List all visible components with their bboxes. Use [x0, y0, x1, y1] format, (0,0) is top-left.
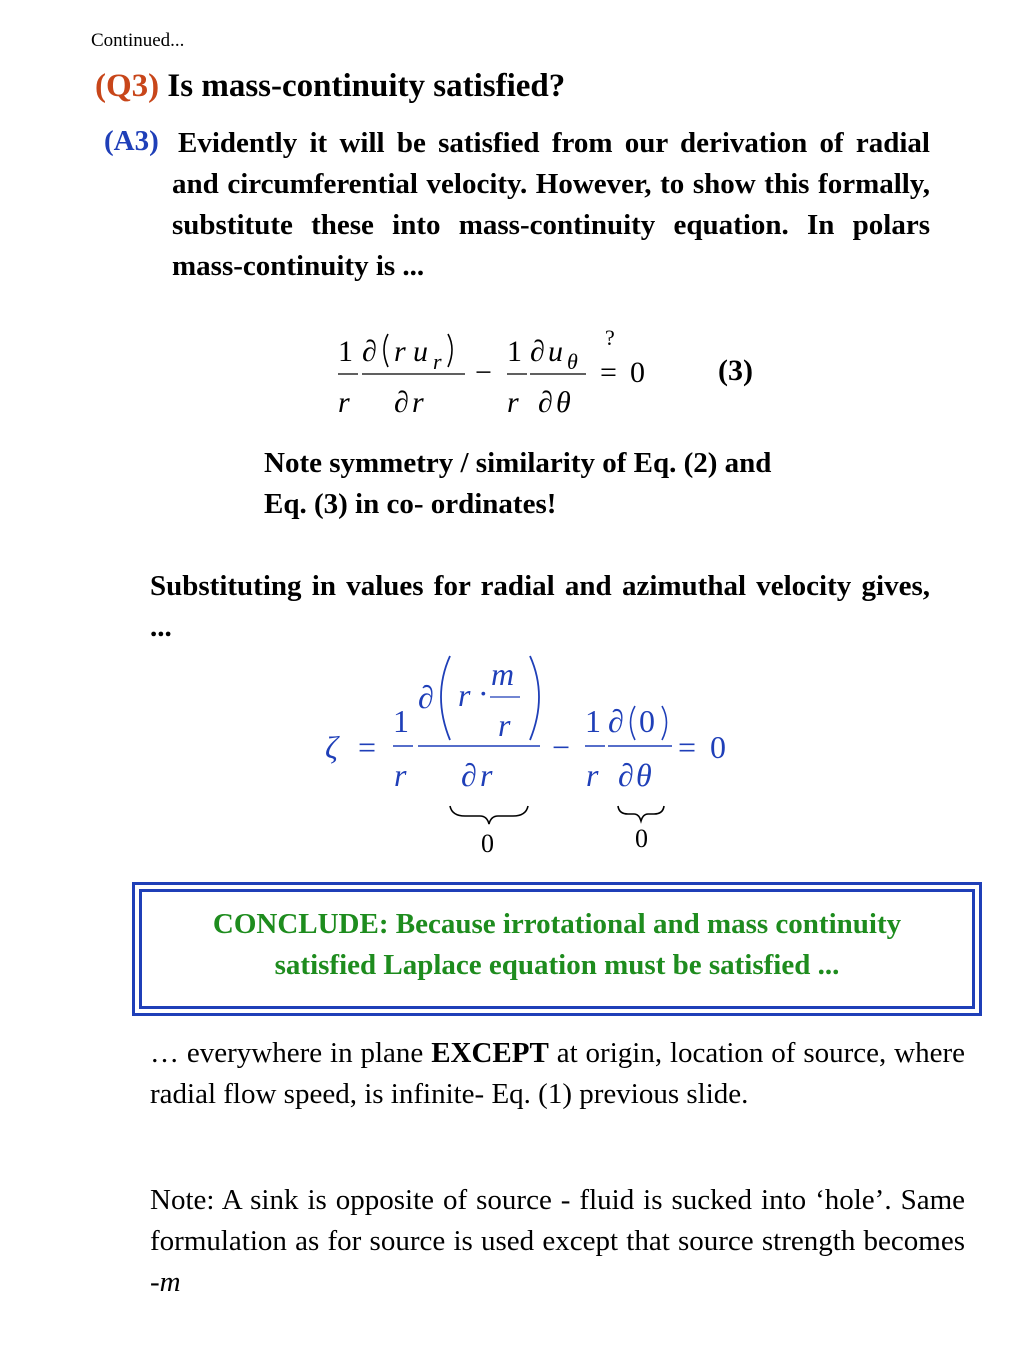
eq3-partial-3: ∂: [530, 335, 545, 368]
sink-strength: -m: [150, 1266, 181, 1298]
question-heading: [95, 68, 565, 105]
eq3-minus: −: [475, 356, 492, 389]
zeta-symbol: ζ: [325, 729, 338, 765]
zeta-equals-2: =: [678, 729, 697, 765]
mass-continuity-equation: [320, 315, 680, 425]
eq3-u-1: u: [413, 335, 428, 368]
question-tag: (Q3): [95, 68, 160, 104]
zeta-r-4: r: [480, 757, 493, 793]
sink-text: Note: A sink is opposite of source - fluid is sucked into ‘hole’. Same formulation as for source is used except that source strength becomes: [150, 1184, 965, 1257]
zeta-partial-3: ∂: [608, 703, 624, 739]
eq3-r-3: r: [412, 386, 424, 419]
zeta-r-2: r: [458, 677, 471, 713]
underbrace-label-1: 0: [481, 829, 494, 858]
substituting-text: Substituting in values for radial and azimuthal velocity gives, ...: [150, 570, 930, 643]
question-text: Is mass-continuity satisfied?: [167, 68, 566, 104]
answer-tag: (A3): [104, 125, 159, 157]
eq3-sub-r: r: [433, 349, 442, 374]
eq3-equals: =: [600, 356, 617, 389]
zeta-paren-right: [530, 656, 539, 740]
underbrace-2: [618, 806, 664, 821]
eq3-partial-2: ∂: [394, 386, 409, 419]
zeta-equals-1: =: [358, 729, 377, 765]
conclusion-box: [132, 882, 982, 1016]
zeta-paren-right-2: [662, 706, 667, 740]
eq3-r-1: r: [338, 386, 350, 419]
eq3-theta: θ: [556, 386, 571, 419]
zeta-one-1: 1: [393, 703, 409, 739]
zeta-m: m: [491, 656, 515, 692]
underbrace-label-2: 0: [635, 824, 648, 853]
eq3-question-mark: ?: [605, 325, 615, 350]
zeta-r-1: r: [394, 757, 407, 793]
zeta-zero: 0: [710, 729, 726, 765]
zeta-r-3: r: [498, 707, 511, 743]
equation-3-label: (3): [718, 354, 753, 387]
zeta-partial-2: ∂: [461, 757, 477, 793]
underbrace-1: [450, 806, 528, 824]
eq3-one-2: 1: [507, 335, 522, 368]
zeta-zero-inner: 0: [639, 703, 655, 739]
everywhere-paragraph: [150, 1033, 965, 1115]
eq3-paren-right: [448, 334, 452, 367]
zeta-theta: θ: [636, 757, 652, 793]
continued-label: Continued...: [91, 30, 185, 51]
eq3-one-1: 1: [338, 335, 353, 368]
zeta-one-2: 1: [585, 703, 601, 739]
zeta-minus: −: [552, 729, 571, 765]
zeta-partial-4: ∂: [618, 757, 634, 793]
conclusion-line-1: CONCLUDE: Because irrotational and mass continuity: [212, 908, 902, 940]
zeta-dot: ·: [478, 675, 489, 711]
zeta-r-5: r: [586, 757, 599, 793]
eq3-partial-1: ∂: [362, 335, 377, 368]
zeta-partial-1: ∂: [418, 679, 434, 715]
conclusion-inner-frame: [139, 889, 975, 1009]
eq3-zero: 0: [630, 356, 645, 389]
eq3-u-2: u: [548, 335, 563, 368]
zeta-paren-left: [441, 656, 450, 740]
conclusion-line-2: satisfied Laplace equation must be satisfied ...: [274, 949, 840, 981]
everywhere-text-after: at origin, location of source, where radial flow speed, is infinite- Eq. (1) previous slide.: [150, 1037, 965, 1110]
note-symmetry: Note symmetry / similarity of Eq. (2) and Eq. (3) in co- ordinates!: [264, 447, 772, 520]
zeta-paren-left-2: [631, 706, 636, 740]
eq3-r-2: r: [394, 335, 406, 368]
everywhere-except: EXCEPT: [431, 1037, 549, 1069]
eq3-r-4: r: [507, 386, 519, 419]
everywhere-text-before: … everywhere in plane: [150, 1037, 432, 1069]
zeta-equation: [320, 648, 740, 860]
eq3-paren-left: [384, 334, 388, 367]
eq3-partial-4: ∂: [538, 386, 553, 419]
sink-note-paragraph: [150, 1180, 965, 1303]
eq3-sub-theta: θ: [567, 349, 578, 374]
answer-text: Evidently it will be satisfied from our derivation of radial and circumferential velocity. However, to show this formally, substitute these into mass-continuity equation. In polars mass-continuity is ...: [172, 127, 930, 282]
